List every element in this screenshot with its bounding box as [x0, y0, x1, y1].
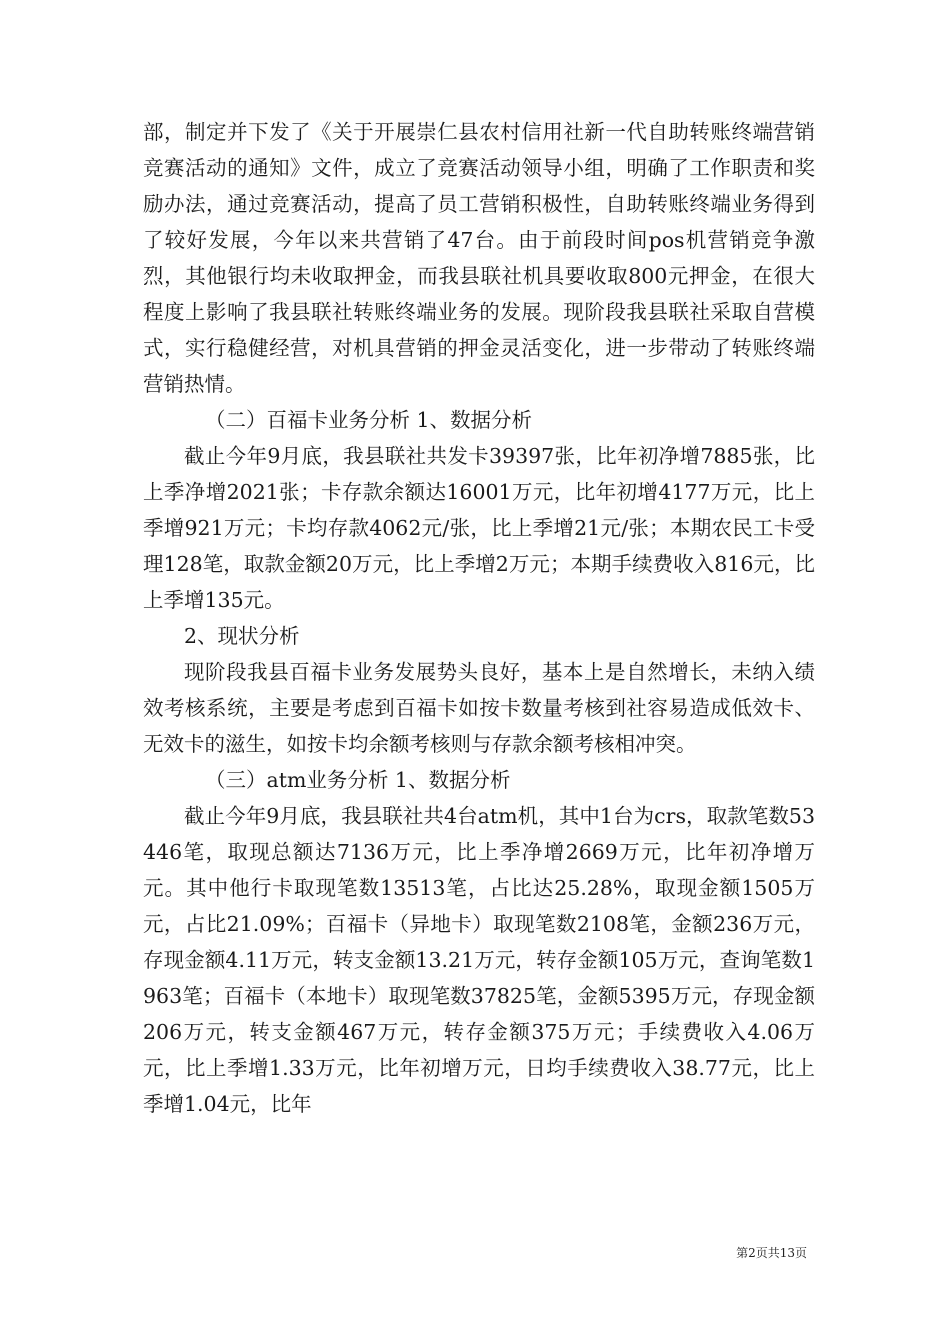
- heading-baifu-card-analysis: （二）百福卡业务分析 1、数据分析: [205, 408, 533, 432]
- heading-status-analysis: 2、现状分析: [184, 624, 300, 648]
- document-body: [143, 114, 815, 1122]
- page-number-footer: 第2页共13页: [736, 1246, 807, 1260]
- paragraph-terminal-marketing: 部，制定并下发了《关于开展崇仁县农村信用社新一代自助转账终端营销竞赛活动的通知》文件，成立了竞赛活动领导小组，明确了工作职责和奖励办法，通过竞赛活动，提高了员工营销积极性，自助转账终端业务得到了较好发展，今年以来共营销了47台。由于前段时间pos机营销竞争激烈，其他银行均未收取押金，而我县联社机具要收取800元押金，在很大程度上影响了我县联社转账终端业务的发展。现阶段我县联社采取自营模式，实行稳健经营，对机具营销的押金灵活变化，进一步带动了转账终端营销热情。: [143, 120, 815, 396]
- heading-atm-analysis: （三）atm业务分析 1、数据分析: [205, 768, 511, 792]
- paragraph-baifu-card-data: 截止今年9月底，我县联社共发卡39397张，比年初净增7885张，比上季净增2021张；卡存款余额达16001万元，比年初增4177万元，比上季增921万元；卡均存款4062元/张，比上季增21元/张；本期农民工卡受理128笔，取款金额20万元，比上季增2万元；本期手续费收入816元，比上季增135元。: [143, 444, 815, 612]
- paragraph-atm-data: 截止今年9月底，我县联社共4台atm机，其中1台为crs，取款笔数53446笔，取现总额达7136万元，比上季净增2669万元，比年初净增万元。其中他行卡取现笔数13513笔，占比达25.28%，取现金额1505万元，占比21.09%；百福卡（异地卡）取现笔数2108笔，金额236万元，存现金额4.11万元，转支金额13.21万元，转存金额105万元，查询笔数1963笔；百福卡（本地卡）取现笔数37825笔，金额5395万元，存现金额206万元，转支金额467万元，转存金额375万元；手续费收入4.06万元，比上季增1.33万元，比年初增万元，日均手续费收入38.77元，比上季增1.04元，比年: [143, 804, 815, 1116]
- paragraph-baifu-card-status: 现阶段我县百福卡业务发展势头良好，基本上是自然增长，未纳入绩效考核系统，主要是考虑到百福卡如按卡数量考核到社容易造成低效卡、无效卡的滋生，如按卡均余额考核则与存款余额考核相冲突。: [143, 660, 815, 756]
